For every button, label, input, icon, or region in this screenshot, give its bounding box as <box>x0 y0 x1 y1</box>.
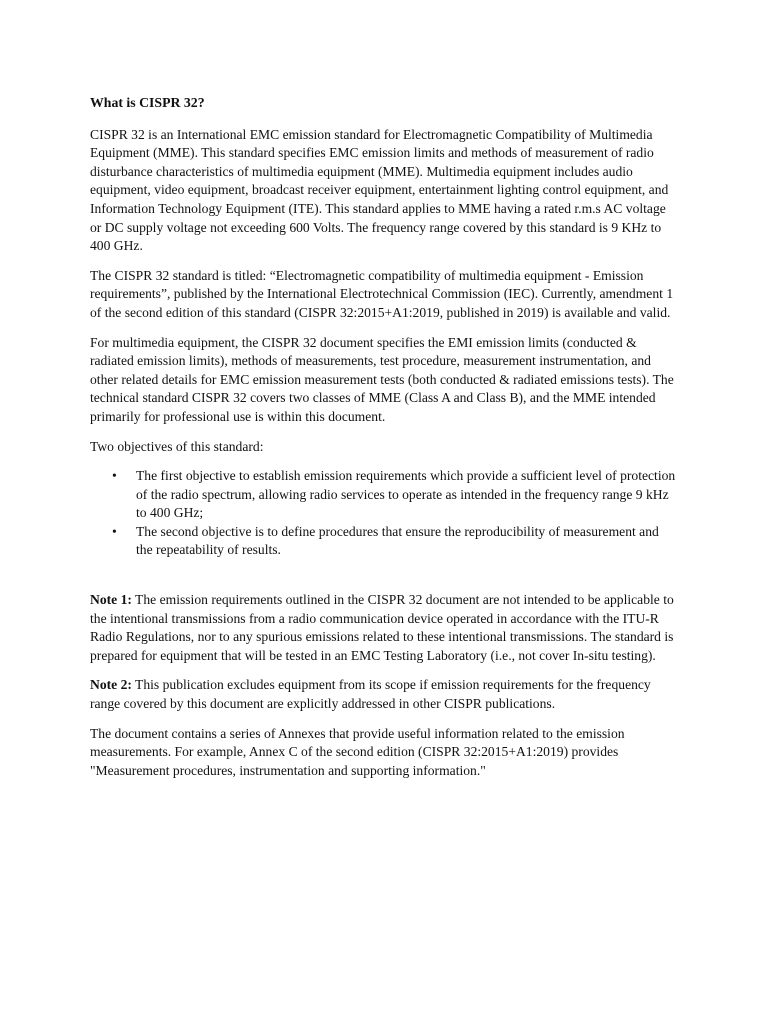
bullet-icon: • <box>112 523 117 539</box>
objectives-list <box>90 467 676 560</box>
list-item <box>112 467 676 523</box>
paragraph-scope: For multimedia equipment, the CISPR 32 document specifies the EMI emission limits (conducted & radiated emission limits), methods of measurements, test procedure, measurement instrumentation, and other related details for EMC emission measurement tests (both conducted & radiated emissions tests). The technical standard CISPR 32 covers two classes of MME (Class A and Class B), and the MME intended primarily for professional use is within this document. <box>90 334 674 424</box>
paragraph-intro: CISPR 32 is an International EMC emission standard for Electromagnetic Compatibility of Multimedia Equipment (MME). This standard specifies EMC emission limits and methods of measurement of radio disturbance characteristics of multimedia equipment (MME). Multimedia equipment includes audio equipment, video equipment, broadcast receiver equipment, entertainment lighting control equipment, and Information Technology Equipment (ITE). This standard applies to MME having a rated r.m.s AC voltage or DC supply voltage not exceeding 600 Volts. The frequency range covered by this standard is 9 KHz to 400 GHz. <box>90 126 669 254</box>
bullet-icon: • <box>112 468 117 484</box>
note-text: This publication excludes equipment from its scope if emission requirements for the frequency range covered by this document are explicitly addressed in other CISPR publications. <box>90 677 651 712</box>
list-item-text: The second objective is to define procedures that ensure the reproducibility of measurement and the repeatability of results. <box>136 523 659 558</box>
document-page <box>90 94 676 791</box>
page-title: What is CISPR 32? <box>90 95 205 110</box>
paragraph-objectives-intro: Two objectives of this standard: <box>90 438 264 454</box>
note-label: Note 1: <box>90 592 132 608</box>
paragraph-annexes: The document contains a series of Annexes that provide useful information related to the emission measurements. For example, Annex C of the second edition (CISPR 32:2015+A1:2019) provides "Measurement procedures, instrumentation and supporting information." <box>90 725 625 778</box>
note-label: Note 2: <box>90 677 132 693</box>
list-item-text: The first objective to establish emission requirements which provide a sufficient level of protection of the radio spectrum, allowing radio services to operate as intended in the frequency range 9 kHz to 400 GHz; <box>136 468 676 521</box>
note-2 <box>90 676 676 713</box>
spacer <box>90 571 676 591</box>
list-item <box>112 523 676 560</box>
paragraph-title: The CISPR 32 standard is titled: “Electromagnetic compatibility of multimedia equipment - Emission requirements”, published by the International Electrotechnical Commission (IEC). Currently, amendment 1 of the second edition of this standard (CISPR 32:2015+A1:2019, published in 2019) is available and valid. <box>90 267 674 320</box>
note-text: The emission requirements outlined in the CISPR 32 document are not intended to be applicable to the intentional transmissions from a radio communication device operated in accordance with the ITU-R Radio Regulations, nor to any spurious emissions related to these intentional transmissions. The standard is prepared for equipment that will be tested in an EMC Testing Laboratory (i.e., not cover In-situ testing). <box>90 592 674 663</box>
note-1 <box>90 591 676 665</box>
